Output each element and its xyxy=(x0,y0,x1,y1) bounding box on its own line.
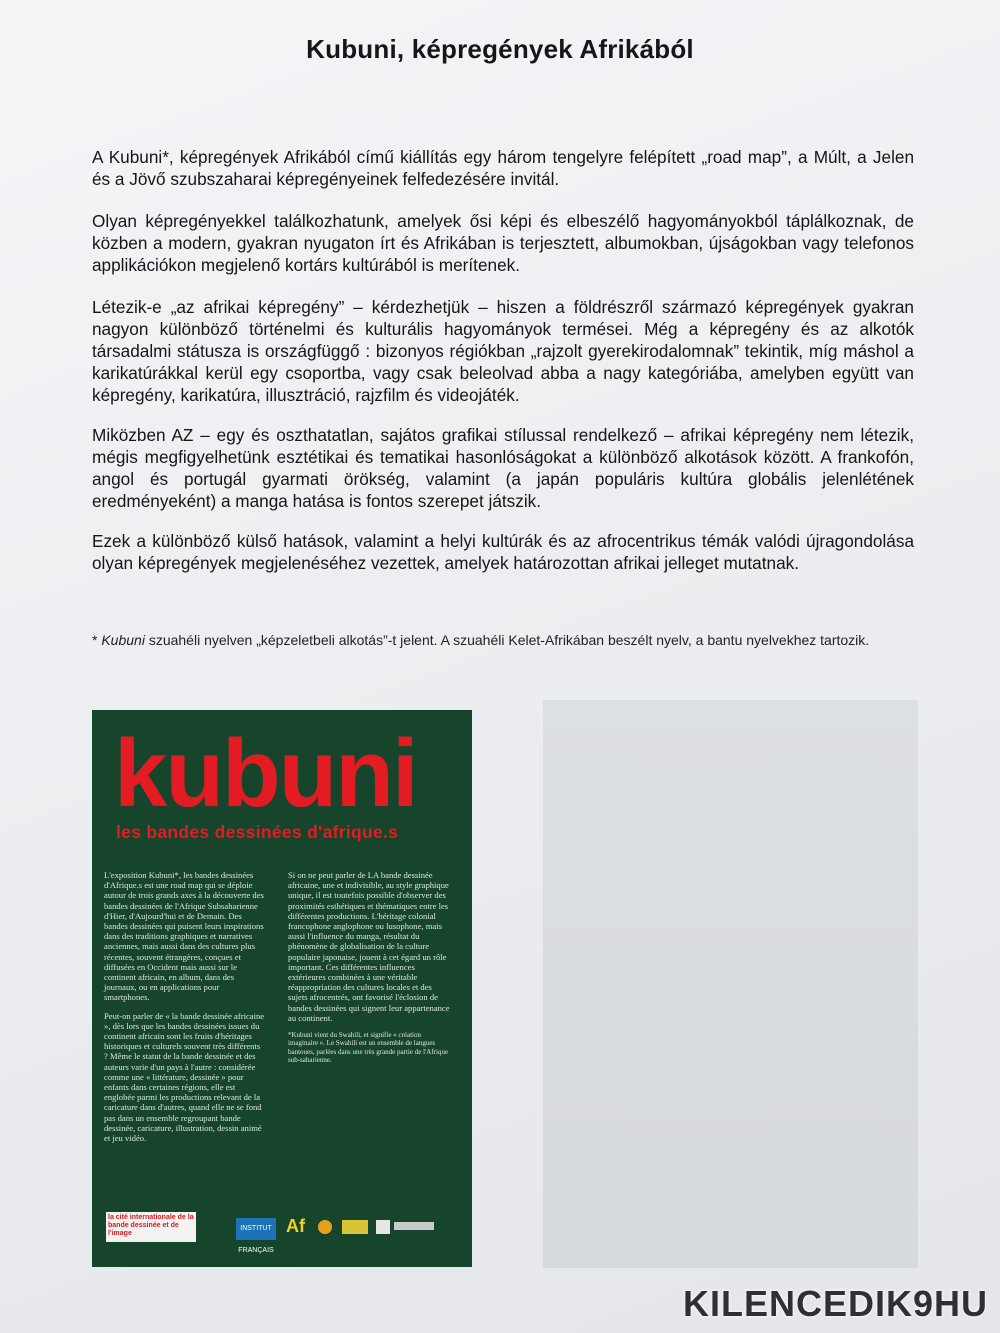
poster-logo: kubuni xyxy=(114,720,417,827)
paragraph-1 xyxy=(92,146,914,190)
footnote-term: Kubuni xyxy=(101,632,145,648)
partner-mark-icon xyxy=(376,1220,390,1234)
poster-text: Peut-on parler de « la bande dessinée africaine », dès lors que les bandes dessinées issues du continent africain sont les fruits d'héritages historiques et culturels souvent très différents ? Même le statut de la bande dessinée et des auteurs varie d'un pays à l'autre : considérée comme une « littérature, dessinée » pour enfants dans certaines régions, elle est englobée parmi les productions relevant de la caricature dans d'autres, quand elle ne se fond pas dans un ensemble regroupant bande dessinée, caricature, illustration, dessin animé et jeu vidéo. xyxy=(104,1010,265,1144)
partner-mark-icon xyxy=(394,1222,434,1230)
paragraph-text: Létezik-e „az afrikai képregény” – kérdezhetjük – hiszen a földrészről származó képregények gyakran nagyon különböző történelmi és kulturális hagyományok termései. Még a képregény és az alkotók társadalmi státusza is országfüggő : bizonyos régiókban „rajzolt gyerekirodalomnak” tekintik, míg máshol a karikatúrákkal kerül egy csoportba, vagy csak beleolvad abba a nagy kategóriába, amelyben együtt van képregény, karikatúra, illusztráció, rajzfilm és videojáték. xyxy=(92,297,914,405)
paragraph-2 xyxy=(92,210,914,276)
footnote: * Kubuni szuahéli nyelven „képzeletbeli alkotás”-t jelent. A szuahéli Kelet-Afrikában beszélt nyelv, a bantu nyelvekhez tartozik. xyxy=(92,632,870,648)
cite-bd-logo: la cité internationale de la bande dessinée et de l'image xyxy=(106,1212,196,1242)
partner-mark-icon xyxy=(318,1220,332,1234)
partner-logos xyxy=(106,1212,462,1254)
poster-image xyxy=(92,710,472,1267)
page-title: Kubuni, képregények Afrikából xyxy=(306,34,694,64)
paragraph-text: Olyan képregényekkel találkozhatunk, amelyek ősi képi és elbeszélő hagyományokból táplálkoznak, de közben a modern, gyakran nyugaton írt és Afrikában is terjesztett, albumokban, újságokban vagy telefonos applikációkon megjelenő kortárs kultúrából is merítenek. xyxy=(92,211,914,275)
paragraph-5 xyxy=(92,530,914,574)
poster-text: Si on ne peut parler de LA bande dessinée africaine, une et indivisible, au style graphique unique, il est toutefois possible d'observer des proximités esthétiques et thématiques entre les différentes productions. L'héritage colonial francophone anglophone ou lusophone, mais aussi l'influence du manga, résultat du phénomène de globalisation de la culture populaire japonaise, jouent à cet égard un rôle important. Ces différentes influences extérieures combinées à une véritable réappropriation des cultures locales et des sujets afrocentrés, ont favorisé l'éclosion de bandes dessinées qui signent leur appartenance au continent. xyxy=(288,870,450,1023)
af-logo: Af xyxy=(286,1216,305,1236)
footnote-text: szuahéli nyelven „képzeletbeli alkotás”-t jelent. A szuahéli Kelet-Afrikában beszélt nyelv, a bantu nyelvekhez tartozik. xyxy=(144,632,870,648)
poster-subtitle: les bandes dessinées d'afrique.s xyxy=(116,822,399,842)
blank-image-area xyxy=(543,700,918,1268)
poster-text: L'exposition Kubuni*, les bandes dessinées d'Afrique.s est une road map qui se déploie autour de trois grands axes à la découverte des bandes dessinées de l'Afrique Subsaharienne d'Hier, d'Aujourd'hui et de Demain. Des bandes dessinées qui puisent leurs inspirations dans des traditions graphiques et narratives anciennes, mais aussi dans des cultures plus récentes, souvent étrangères, conçues et diffusées en Occident mais aussi sur le continent africain, en album, dans des journaux, ou en applications pour smartphones. xyxy=(104,870,264,1003)
paragraph-text: A Kubuni*, képregények Afrikából című kiállítás egy három tengelyre felépített „road map”, a Múlt, a Jelen és a Jövő szubszaharai képregényeinek felfedezésére invitál. xyxy=(92,147,914,189)
paragraph-3 xyxy=(92,296,914,406)
site-watermark: KILENCEDIK9HU xyxy=(682,1283,988,1324)
partner-mark-icon xyxy=(342,1220,368,1234)
institut-francais-logo: INSTITUT FRANÇAIS xyxy=(236,1218,276,1240)
poster-right-column xyxy=(288,870,450,1073)
paragraph-4 xyxy=(92,424,914,512)
paragraph-text: Miközben AZ – egy és oszthatatlan, sajátos grafikai stílussal rendelkező – afrikai képregény nem létezik, mégis megfigyelhetünk esztétikai és tematikai hasonlóságokat a különböző alkotások között. A frankofón, angol és portugál gyarmati örökség, valamint (a japán populáris kultúra globális jelenlétének eredményeként) a manga hatása is fontos szerepet játszik. xyxy=(92,425,914,511)
poster-note: *Kubuni vient du Swahili, et signifie « création imaginaire ». Le Swahili est un ensemble de langues bantoues, parlées dans une très grande partie de l'Afrique sub-saharienne. xyxy=(288,1031,449,1065)
paragraph-text: Ezek a különböző külső hatások, valamint a helyi kultúrák és az afrocentrikus témák valódi újragondolása olyan képregények megjelenéséhez vezettek, amelyek határozottan afrikai jelleget mutatnak. xyxy=(92,531,914,573)
poster-left-column xyxy=(104,870,266,1151)
